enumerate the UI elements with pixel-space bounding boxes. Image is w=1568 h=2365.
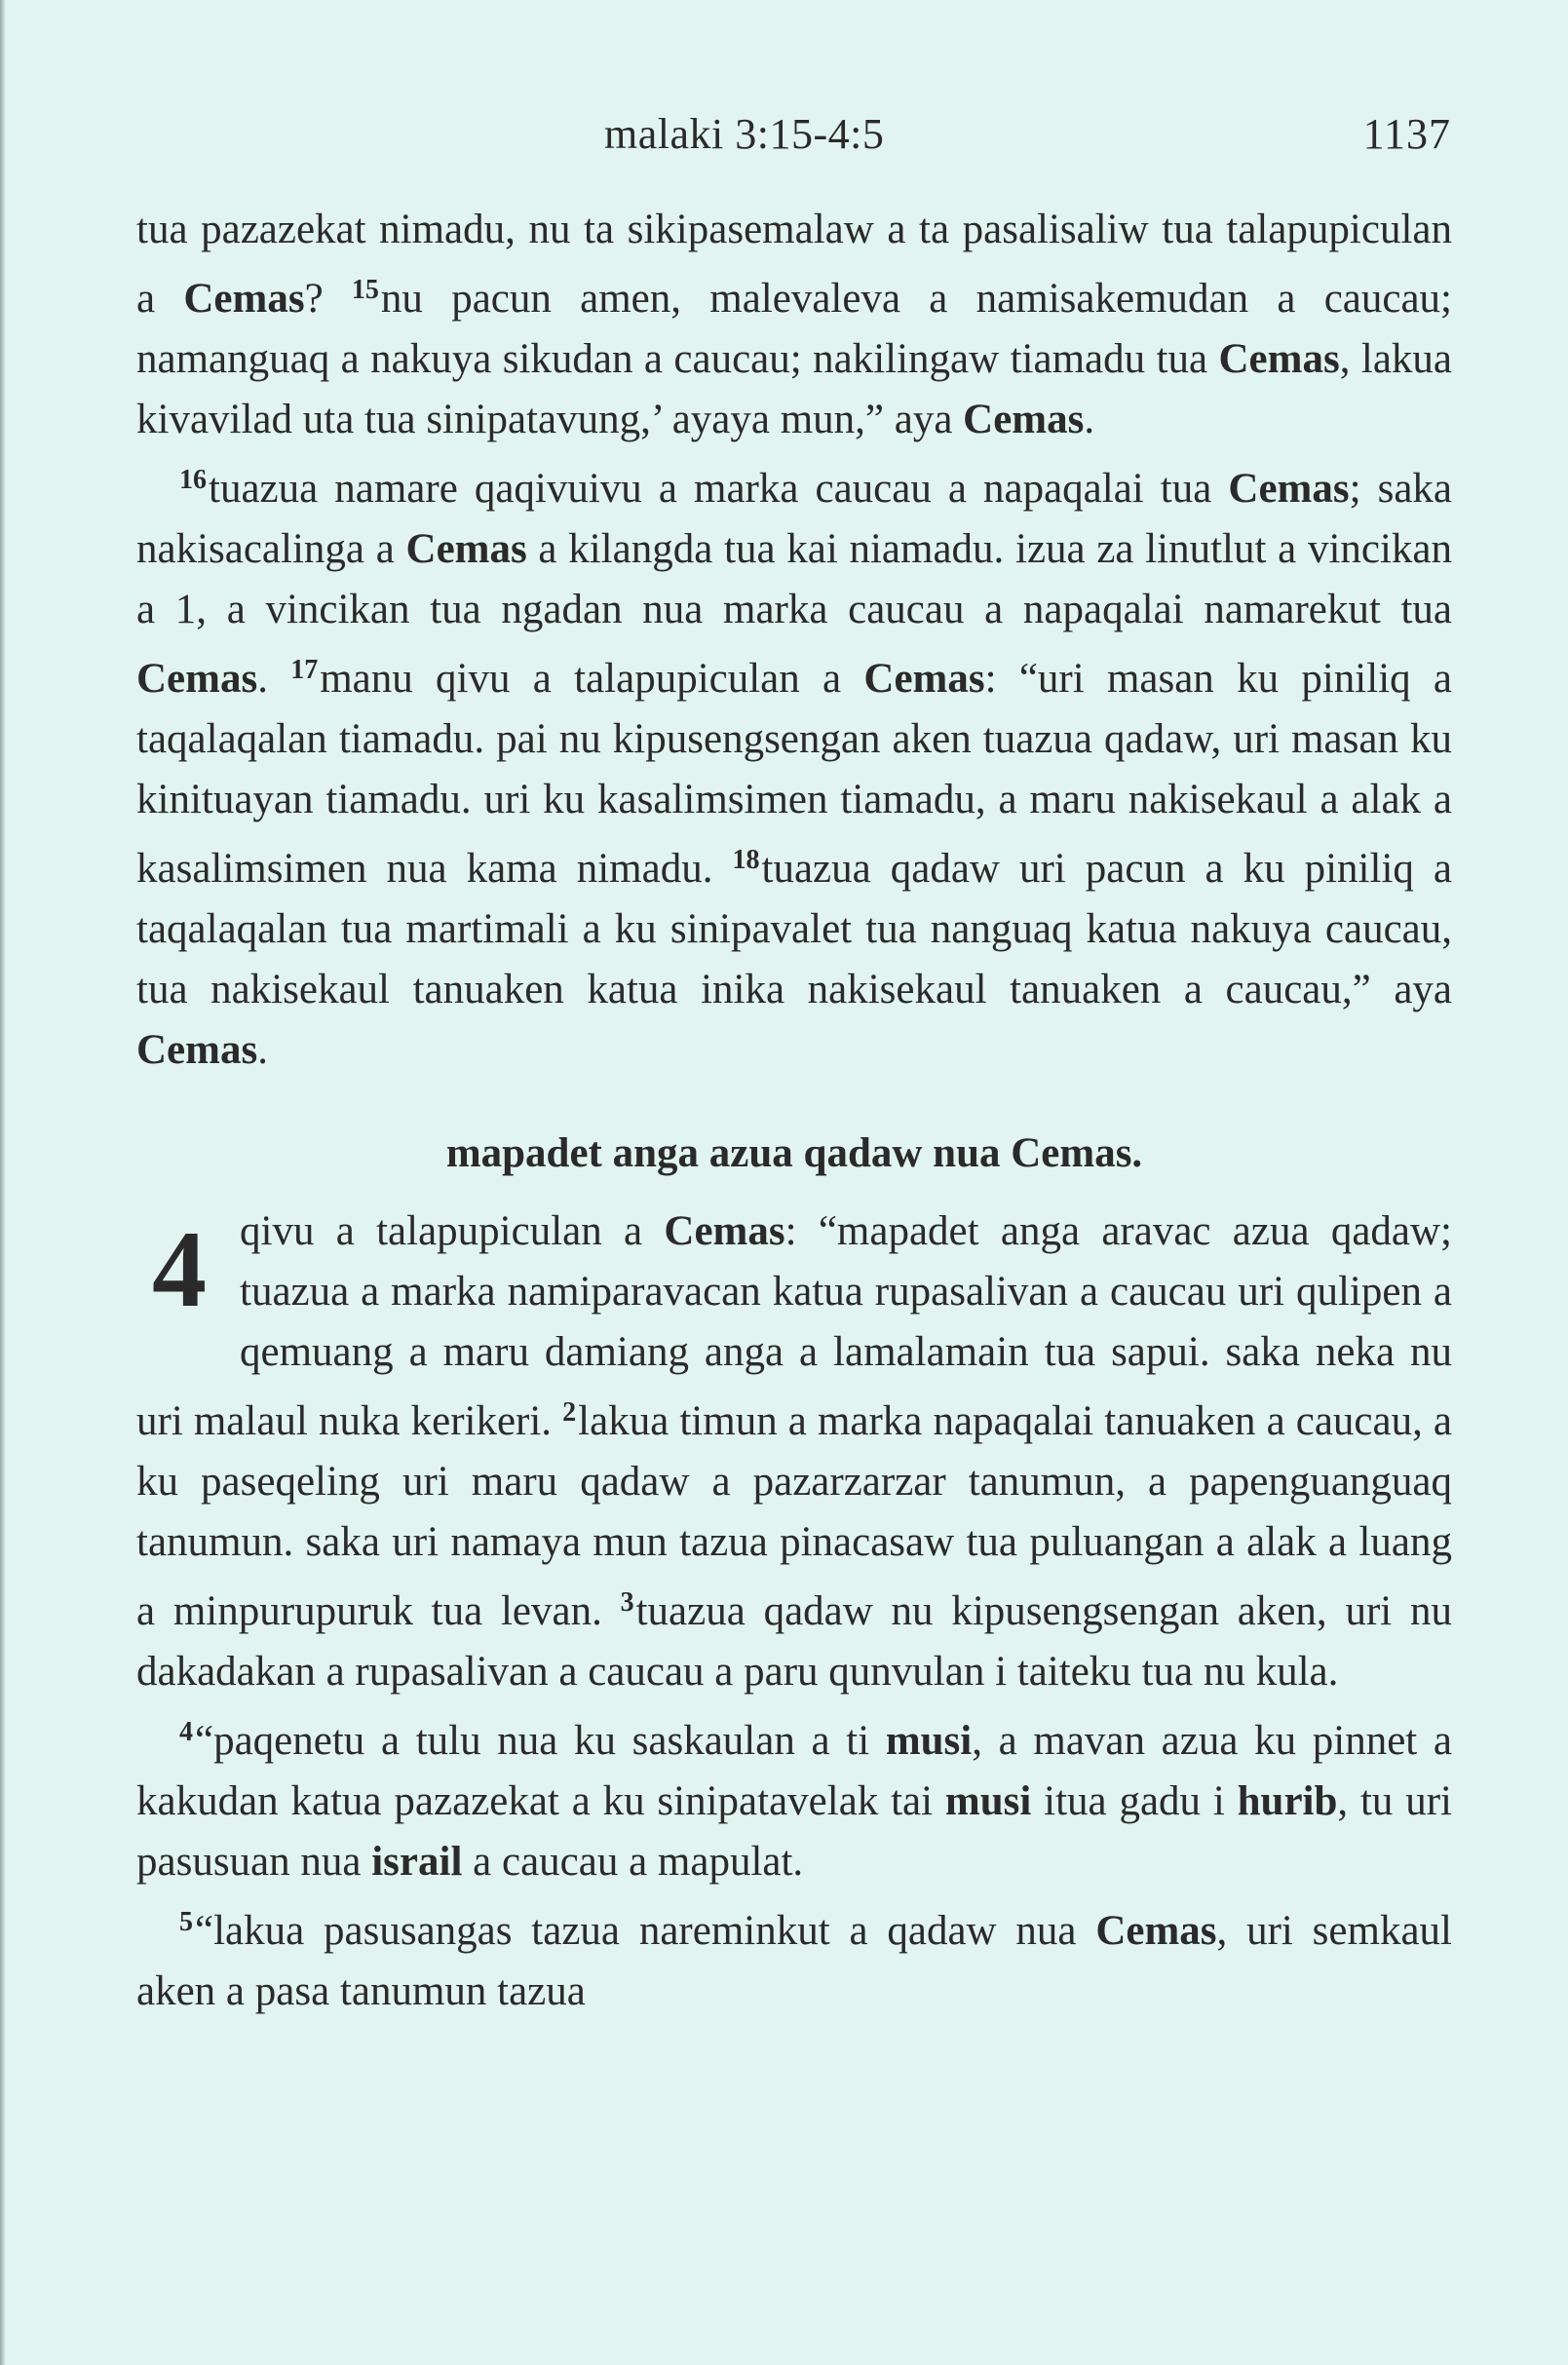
text-run: tuazua qadaw nu kipusengsengan aken, uri nu dakadakan a rupasalivan a caucau a paru qunvulan i taiteku tua nu kula. bbox=[136, 1588, 1452, 1695]
paragraph bbox=[136, 450, 1452, 1081]
text-run: , tu uri pasusuan nua bbox=[136, 1778, 1452, 1885]
bold-term: musi bbox=[944, 1778, 1032, 1824]
bold-term: Cemas bbox=[1095, 1908, 1217, 1954]
body-text bbox=[136, 200, 1452, 2022]
text-run: lakua timun a marka napaqalai tanuaken a caucau, a ku paseqeling uri maru qadaw a pazarzarzar tanumun, a papenguanguaq tanumun. saka uri namaya mun tazua pinacasaw tua puluangan a alak a luang a minpurupuruk tua levan. bbox=[136, 1398, 1452, 1634]
bold-term: hurib bbox=[1237, 1778, 1338, 1824]
text-run: “lakua pasusangas tazua nareminkut a qadaw nua bbox=[195, 1908, 1096, 1954]
text-run: ? bbox=[304, 276, 352, 322]
text-run: . bbox=[257, 1027, 268, 1073]
chapter-4-paragraphs bbox=[136, 1202, 1452, 2022]
verse-number: 4 bbox=[179, 1717, 193, 1747]
bold-term: israil bbox=[371, 1839, 463, 1885]
bold-term: Cemas bbox=[136, 656, 258, 702]
page-binding-shadow bbox=[0, 0, 6, 2365]
text-run: tua pazazekat nimadu, nu ta sikipasemalaw a ta pasalisaliw tua talapupiculan a bbox=[136, 207, 1452, 322]
bold-term: Cemas bbox=[963, 397, 1085, 442]
bold-term: Cemas bbox=[664, 1208, 785, 1254]
verse-number: 18 bbox=[732, 845, 760, 875]
text-run: ; saka nakisacalinga a bbox=[136, 466, 1452, 572]
verse-number: 2 bbox=[562, 1397, 577, 1428]
verse-number: 15 bbox=[351, 275, 379, 305]
paragraph bbox=[136, 200, 1452, 450]
text-run: . bbox=[257, 656, 291, 702]
bold-term: Cemas bbox=[863, 656, 985, 702]
text-run: nu pacun amen, malevaleva a namisakemudan a caucau; namanguaq a nakuya sikudan a caucau; nakilingaw tiamadu tua bbox=[136, 276, 1452, 382]
paragraph bbox=[136, 1702, 1452, 1892]
bold-term: Cemas bbox=[183, 276, 305, 322]
paragraph bbox=[136, 1202, 1452, 1702]
chapter-3-continuation bbox=[136, 200, 1452, 1081]
page-header bbox=[136, 109, 1451, 168]
paragraph bbox=[136, 1892, 1452, 2022]
verse-number: 17 bbox=[290, 655, 319, 685]
text-run: : “mapadet anga aravac azua qadaw; tuazua a marka namiparavacan katua rupasalivan a caucau uri qulipen a qemuang a maru damiang anga a lamalamain tua sapui. saka neka nu uri malaul nuka kerikeri. bbox=[136, 1208, 1452, 1444]
section-heading: mapadet anga azua qadaw nua Cemas. bbox=[445, 1130, 1143, 1176]
running-title: malaki 3:15-4:5 bbox=[604, 110, 885, 158]
text-run: , uri semkaul aken a pasa tanumun tazua bbox=[136, 1908, 1452, 2014]
verse-number: 5 bbox=[179, 1907, 193, 1937]
verse-number: 16 bbox=[179, 465, 207, 495]
text-run: qivu a talapupiculan a bbox=[240, 1208, 665, 1254]
text-run: tuazua qadaw uri pacun a ku piniliq a taqalaqalan tua martimali a ku sinipavalet tua nanguaq katua nakuya caucau, tua nakisekaul tanuaken katua inika nakisekaul tanuaken a caucau,” aya bbox=[136, 846, 1453, 1012]
bold-term: musi bbox=[885, 1718, 973, 1764]
chapter-4 bbox=[136, 1202, 1452, 2022]
page-number: 1137 bbox=[1362, 110, 1451, 158]
text-run: manu qivu a talapupiculan a bbox=[320, 656, 864, 702]
text-run: a caucau a mapulat. bbox=[462, 1839, 804, 1885]
text-run: itua gadu i bbox=[1031, 1778, 1238, 1824]
chapter-number: 4 bbox=[152, 1209, 207, 1330]
bold-term: Cemas bbox=[1218, 336, 1340, 382]
text-run: a kilangda tua kai niamadu. izua za linutlut a vincikan a 1, a vincikan tua ngadan nua marka caucau a napaqalai namarekut tua bbox=[136, 526, 1453, 632]
text-run: “paqenetu a tulu nua ku saskaulan a ti bbox=[195, 1718, 886, 1764]
text-run: , lakua kivavilad uta tua sinipatavung,’ ayaya mun,” aya bbox=[136, 336, 1452, 442]
bold-term: Cemas bbox=[136, 1027, 258, 1073]
verse-number: 3 bbox=[620, 1587, 634, 1618]
text-run: , a mavan azua ku pinnet a kakudan katua pazazekat a ku sinipatavelak tai bbox=[136, 1718, 1452, 1824]
text-run: . bbox=[1084, 397, 1095, 442]
bold-term: Cemas bbox=[1228, 466, 1350, 512]
text-run: : “uri masan ku piniliq a taqalaqalan tiamadu. pai nu kipusengsengan aken tuazua qadaw, uri masan ku kinituayan tiamadu. uri ku kasalimsimen tiamadu, a maru nakisekaul a alak a kasalimsimen nua kama nimadu. bbox=[136, 656, 1453, 892]
bold-term: Cemas bbox=[405, 526, 527, 572]
text-run: tuazua namare qaqivuivu a marka caucau a napaqalai tua bbox=[209, 466, 1229, 512]
